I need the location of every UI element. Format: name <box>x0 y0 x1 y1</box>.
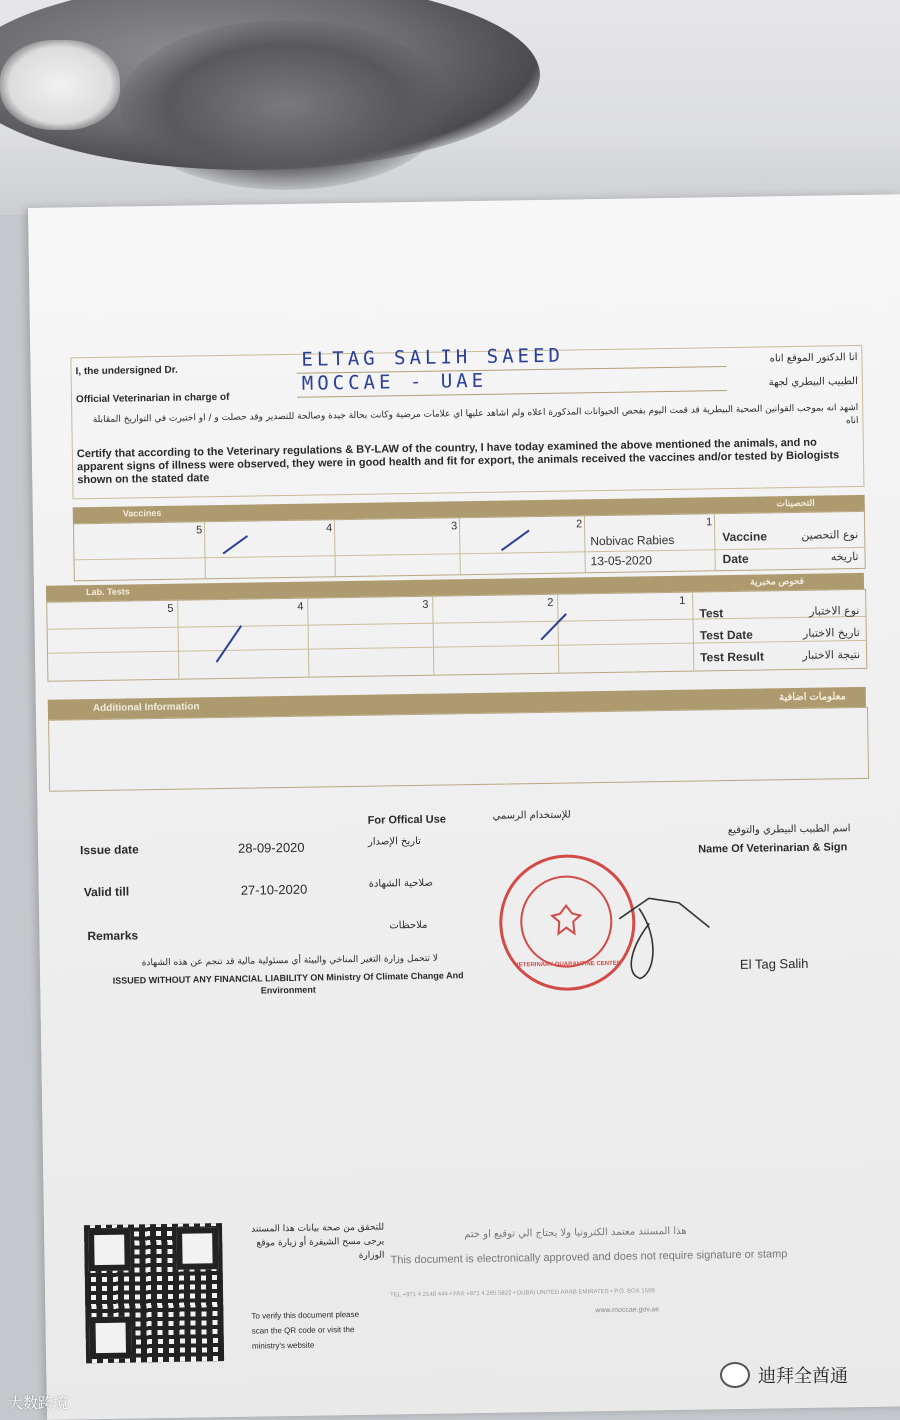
official-label: Official Veterinarian in charge of <box>75 391 230 406</box>
arabic-statement: اشهد انه بموجب القوانين الصحية البيطرية قد قمت اليوم بفحص الحيوانات المذكورة اعلاه ولم اشاهد عليها اي علامات مرضية وكانت بحالة جيدة وصالحة للتصدير وقد حصلت و / او اختبرت في التواريخ المقابلة اناه <box>92 402 859 427</box>
vaccines-label: Vaccines <box>122 507 162 519</box>
stamp-text: VETERINARY QUARANTINE CENTER <box>514 960 622 969</box>
vaccines-table <box>73 511 866 581</box>
vaccine-col-num-4: 4 <box>325 522 333 535</box>
valid-till-value: 27-10-2020 <box>240 881 308 898</box>
official-use-label: For Offical Use <box>367 813 447 827</box>
official-value: MOCCAE - UAE <box>301 369 488 395</box>
vaccine-col-4 <box>204 520 336 578</box>
test-col-num-2: 2 <box>547 596 554 609</box>
issue-date-label-ar: تاريخ الإصدار <box>367 835 421 848</box>
test-col-5 <box>47 601 179 681</box>
lab-tests-label: Lab. Tests <box>85 586 130 598</box>
undersigned-label-ar: انا الدكتور الموقع اناه <box>769 351 858 365</box>
vet-name-label-ar: اسم الطبيب البيطري والتوقيع <box>727 823 851 837</box>
test-col-2 <box>432 595 559 675</box>
date-row-label: Date <box>722 551 749 567</box>
test-col-4 <box>177 599 309 679</box>
signature-scribble <box>609 877 731 989</box>
watermark-right-text: 迪拜全酋通 <box>758 1366 848 1387</box>
cat-fur-shadow <box>120 20 450 190</box>
ministry-website: www.moccae.gov.ae <box>595 1306 660 1315</box>
test-row-label: Test <box>699 606 724 621</box>
vaccine-date-value: 13-05-2020 <box>590 553 653 569</box>
qr-finder-top-right <box>176 1227 219 1270</box>
electronic-approval-en: This document is electronically approved and does not require signature or stamp <box>390 1248 788 1267</box>
additional-info-label-ar: معلومات اضافية <box>778 691 846 704</box>
verify-text-ar: للتحقق من صحة بيانات هذا المستند يرجى مسح الشيفرة أو زيارة موقع الوزارة <box>251 1222 385 1261</box>
additional-info-label: Additional Information <box>92 701 200 715</box>
date-row-label-ar: تاريخه <box>830 549 859 564</box>
test-col-num-1: 1 <box>679 594 686 607</box>
vaccine-col-2 <box>459 516 586 574</box>
electronic-approval-ar: هذا المستند معتمد الكترونيا ولا يحتاج الي توقيع او ختم <box>464 1225 687 1241</box>
wechat-icon <box>720 1362 750 1388</box>
qr-finder-top-left <box>88 1229 131 1272</box>
vaccine-col-5 <box>74 522 206 580</box>
test-col-3 <box>307 597 434 677</box>
lab-tests-label-ar: فحوص مخبرية <box>750 575 805 587</box>
verify-text-en: To verify this document please scan the QR code or visit the ministry's website <box>251 1309 360 1351</box>
vaccine-col-3 <box>334 518 461 576</box>
test-date-row-label-ar: تاريخ الاختبار <box>802 625 860 640</box>
vet-name-value: El Tag Salih <box>739 955 809 972</box>
vaccine-row-label: Vaccine <box>722 529 768 545</box>
vaccine-name-value: Nobivac Rabies <box>590 532 675 549</box>
official-label-ar: الطبيب البيطري لجهة <box>768 375 858 389</box>
test-col-num-4: 4 <box>297 600 304 613</box>
vaccine-col-num-3: 3 <box>450 520 458 533</box>
qr-code <box>84 1223 224 1363</box>
vet-name-label: Name Of Veterinarian & Sign <box>698 841 848 856</box>
valid-till-label: Valid till <box>83 884 130 900</box>
qr-finder-bottom-left <box>89 1317 132 1360</box>
valid-till-label-ar: صلاحية الشهادة <box>368 877 434 890</box>
certify-statement: Certify that according to the Veterinary regulations & BY-LAW of the country, I have today examined the above mentioned the animals, and no apparent signs of illness were observed, they were in good health and fit for export, the animals received the vaccines and/or tested by Biologists shown on the stated date <box>76 436 840 487</box>
vaccine-col-num-1: 1 <box>705 516 713 529</box>
watermark-left <box>8 1392 68 1413</box>
lab-tests-table <box>46 589 867 682</box>
vaccine-col-num-5: 5 <box>195 524 203 537</box>
watermark-left-text: 大数跨境 <box>8 1394 69 1412</box>
test-col-num-3: 3 <box>422 598 429 611</box>
test-col-1 <box>557 593 694 673</box>
issue-date-value: 28-09-2020 <box>237 839 305 856</box>
test-date-row-label: Test Date <box>699 627 754 643</box>
contact-line: TEL +971 4 2148 444 • FAX +971 4 265 5822 • DUBAI UNITED ARAB EMIRATES • P.O. BOX 1509 <box>390 1288 655 1299</box>
vaccine-row-label-ar: نوع التحصين <box>801 528 859 542</box>
official-use-label-ar: للإستخدام الرسمي <box>492 809 571 822</box>
undersigned-label: I, the undersigned Dr. <box>75 364 178 378</box>
undersigned-value: ELTAG SALIH SAEED <box>301 344 565 371</box>
test-col-num-5: 5 <box>167 602 174 615</box>
remarks-label: Remarks <box>87 928 139 944</box>
watermark-right <box>720 1362 848 1388</box>
falcon-emblem-icon <box>546 901 587 942</box>
remarks-label-ar: ملاحظات <box>389 919 428 932</box>
test-result-row-label-ar: نتيجة الاختبار <box>802 647 861 662</box>
liability-en: ISSUED WITHOUT ANY FINANCIAL LIABILITY ON Ministry Of Climate Change And Environment <box>112 970 464 996</box>
liability-ar: لا تتحمل وزارة التغير المناخي والبيئة أي مسئولية مالية قد تنجم عن هذه الشهادة <box>141 953 439 969</box>
cat-fur-white <box>0 40 120 130</box>
test-row-label-ar: نوع الاختبار <box>809 603 860 618</box>
test-result-row-label: Test Result <box>700 649 765 665</box>
issue-date-label: Issue date <box>79 842 139 858</box>
certificate-paper <box>28 194 900 1420</box>
header-block <box>70 345 864 499</box>
vaccine-col-num-2: 2 <box>575 518 583 531</box>
vaccines-label-ar: التحصينات <box>776 497 815 509</box>
additional-info-box <box>48 707 869 792</box>
